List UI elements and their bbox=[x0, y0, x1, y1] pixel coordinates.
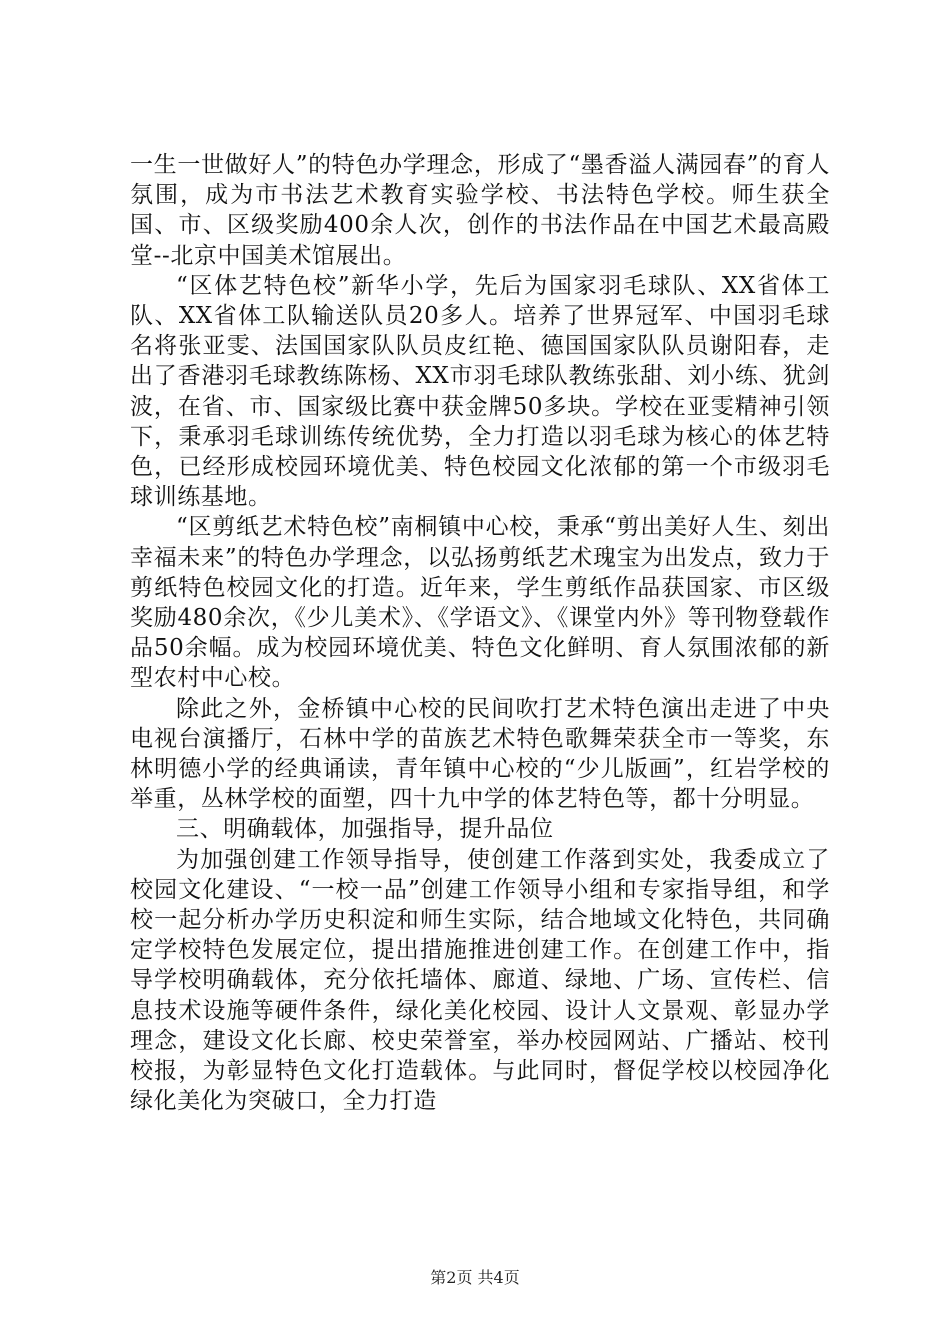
paragraph-1: 一生一世做好人”的特色办学理念，形成了“墨香溢人满园春”的育人氛围，成为市书法艺术教育实验学校、书法特色学校。师生获全国、市、区级奖励400余人次，创作的书法作品在中国艺术最高殿堂--北京中国美术馆展出。 bbox=[130, 152, 830, 269]
document-body bbox=[130, 150, 830, 1117]
paragraph-2: “区体艺特色校”新华小学，先后为国家羽毛球队、XX省体工队、XX省体工队输送队员20多人。培养了世界冠军、中国羽毛球名将张亚雯、法国国家队队员皮红艳、德国国家队队员谢阳春，走出了香港羽毛球教练陈杨、XX市羽毛球队教练张甜、刘小练、犹剑波，在省、市、国家级比赛中获金牌50多块。学校在亚雯精神引领下，秉承羽毛球训练传统优势，全力打造以羽毛球为核心的体艺特色，已经形成校园环境优美、特色校园文化浓郁的第一个市级羽毛球训练基地。 bbox=[130, 272, 830, 511]
page-number-footer: 第2页 共4页 bbox=[430, 1268, 520, 1287]
paragraph-5: 为加强创建工作领导指导，使创建工作落到实处，我委成立了校园文化建设、“一校一品”创建工作领导小组和专家指导组，和学校一起分析办学历史积淀和师生实际，结合地域文化特色，共同确定学校特色发展定位，提出措施推进创建工作。在创建工作中，指导学校明确载体，充分依托墙体、廊道、绿地、广场、宣传栏、信息技术设施等硬件条件，绿化美化校园、设计人文景观、彰显办学理念，建设文化长廊、校史荣誉室，举办校园网站、广播站、校刊校报，为彰显特色文化打造载体。与此同时，督促学校以校园净化绿化美化为突破口，全力打造 bbox=[130, 846, 830, 1115]
paragraph-4: 除此之外，金桥镇中心校的民间吹打艺术特色演出走进了中央电视台演播厅，石林中学的苗族艺术特色歌舞荣获全市一等奖，东林明德小学的经典诵读，青年镇中心校的“少儿版画”，红岩学校的举重，丛林学校的面塑，四十九中学的体艺特色等，都十分明显。 bbox=[130, 695, 830, 813]
section-heading: 三、明确载体，加强指导，提升品位 bbox=[176, 816, 554, 843]
paragraph-3: “区剪纸艺术特色校”南桐镇中心校，秉承“剪出美好人生、刻出幸福未来”的特色办学理念，以弘扬剪纸艺术瑰宝为出发点，致力于剪纸特色校园文化的打造。近年来，学生剪纸作品获国家、市区级奖励480余次，《少儿美术》、《学语文》、《课堂内外》等刊物登载作品50余幅。成为校园环境优美、特色文化鲜明、育人氛围浓郁的新型农村中心校。 bbox=[130, 514, 830, 692]
